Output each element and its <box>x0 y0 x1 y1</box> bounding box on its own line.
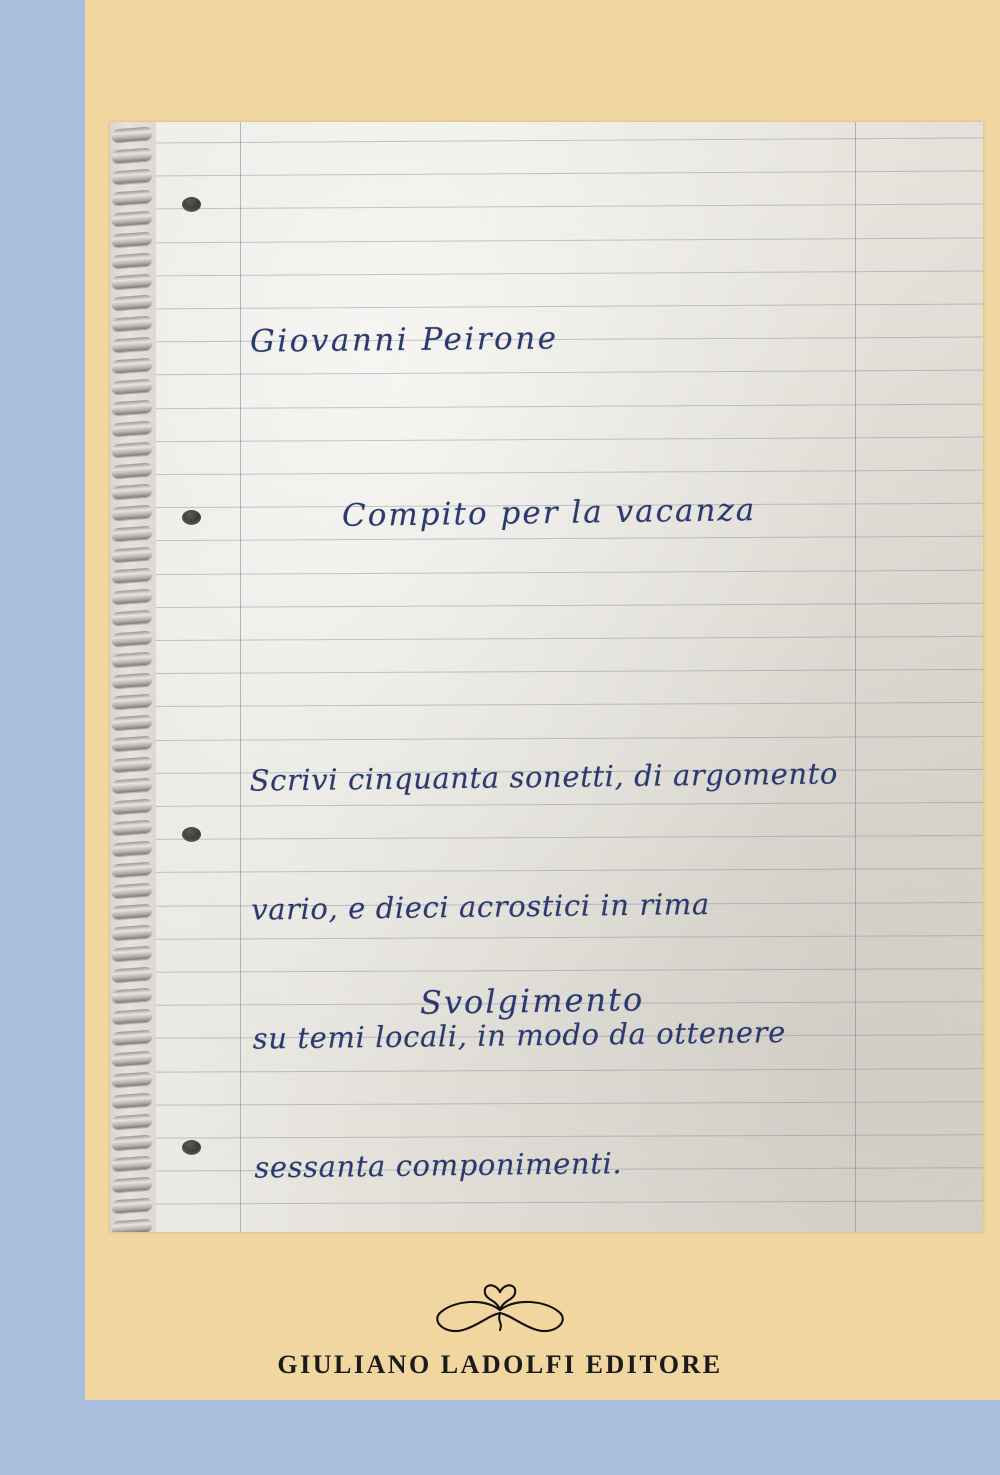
spiral-coil-ring <box>112 736 152 752</box>
spiral-coil-ring <box>112 169 152 185</box>
spiral-coil-ring <box>112 1135 152 1151</box>
spiral-coil-ring <box>112 1072 152 1088</box>
spiral-coil-ring <box>112 484 152 500</box>
handwritten-line: su temi locali, in modo da ottenere <box>252 1015 787 1056</box>
handwritten-section-heading: Svolgimento <box>419 980 645 1022</box>
spiral-coil-ring <box>112 673 152 689</box>
punch-hole <box>182 197 201 212</box>
spiral-coil-ring <box>112 715 152 731</box>
spiral-coil-ring <box>112 820 152 836</box>
handwritten-assignment-text <box>248 666 844 1232</box>
spiral-binding <box>110 122 156 1232</box>
spiral-coil-ring <box>112 925 152 941</box>
spiral-coil-ring <box>112 988 152 1004</box>
spiral-coil-ring <box>112 1156 152 1172</box>
spiral-coil-ring <box>112 148 152 164</box>
right-margin-rule <box>855 122 856 1232</box>
handwritten-line: vario, e dieci acrostici in rima <box>251 886 710 927</box>
spiral-coil-ring <box>112 841 152 857</box>
punch-hole <box>182 510 201 525</box>
spiral-coil-ring <box>112 379 152 395</box>
spiral-coil-ring <box>112 337 152 353</box>
punch-hole <box>182 827 201 842</box>
spiral-coil-ring <box>112 967 152 983</box>
spiral-coil-ring <box>112 1114 152 1130</box>
spiral-coil-ring <box>112 400 152 416</box>
spiral-coil-ring <box>112 1219 152 1232</box>
spiral-coil-ring <box>112 610 152 626</box>
spiral-coil-ring <box>112 253 152 269</box>
spiral-coil-ring <box>112 799 152 815</box>
flourish-ornament <box>425 1280 575 1342</box>
spiral-coil-ring <box>112 589 152 605</box>
spiral-coil-ring <box>112 463 152 479</box>
spiral-coil-ring <box>112 1030 152 1046</box>
spiral-coil-ring <box>112 1093 152 1109</box>
spiral-coil-ring <box>112 778 152 794</box>
spiral-coil-ring <box>112 295 152 311</box>
spiral-coil-ring <box>112 316 152 332</box>
spiral-coil-ring <box>112 1198 152 1214</box>
spiral-coil-ring <box>112 568 152 584</box>
handwritten-line: Scrivi cinquanta sonetti, di argomento <box>249 756 839 798</box>
spiral-coil-ring <box>112 127 152 143</box>
spiral-coil-ring <box>112 904 152 920</box>
publisher-block <box>0 1280 1000 1380</box>
spiral-coil-ring <box>112 652 152 668</box>
notebook-page-photo <box>110 122 983 1232</box>
spiral-coil-ring <box>112 190 152 206</box>
spiral-coil-ring <box>112 547 152 563</box>
spiral-coil-ring <box>112 232 152 248</box>
spiral-coil-ring <box>112 1009 152 1025</box>
punch-hole <box>182 1140 201 1155</box>
spiral-coil-ring <box>112 631 152 647</box>
spiral-coil-ring <box>112 1177 152 1193</box>
left-margin-rule <box>240 122 241 1232</box>
spiral-coil-ring <box>112 694 152 710</box>
spiral-coil-ring <box>112 757 152 773</box>
spiral-coil-ring <box>112 526 152 542</box>
handwritten-line: sessanta componimenti. <box>254 1146 623 1185</box>
spiral-coil-ring <box>112 211 152 227</box>
spiral-coil-ring <box>112 505 152 521</box>
spiral-coil-ring <box>112 274 152 290</box>
spiral-coil-ring <box>112 946 152 962</box>
spiral-coil-ring <box>112 862 152 878</box>
spiral-coil-ring <box>112 883 152 899</box>
spiral-coil-ring <box>112 421 152 437</box>
handwritten-author-name: Giovanni Peirone <box>249 320 559 360</box>
spiral-coil-ring <box>112 358 152 374</box>
spiral-coil-ring <box>112 1051 152 1067</box>
publisher-name: GIULIANO LADOLFI EDITORE <box>277 1350 723 1379</box>
handwritten-assignment-title: Compito per la vacanza <box>341 492 757 534</box>
spiral-coil-ring <box>112 442 152 458</box>
